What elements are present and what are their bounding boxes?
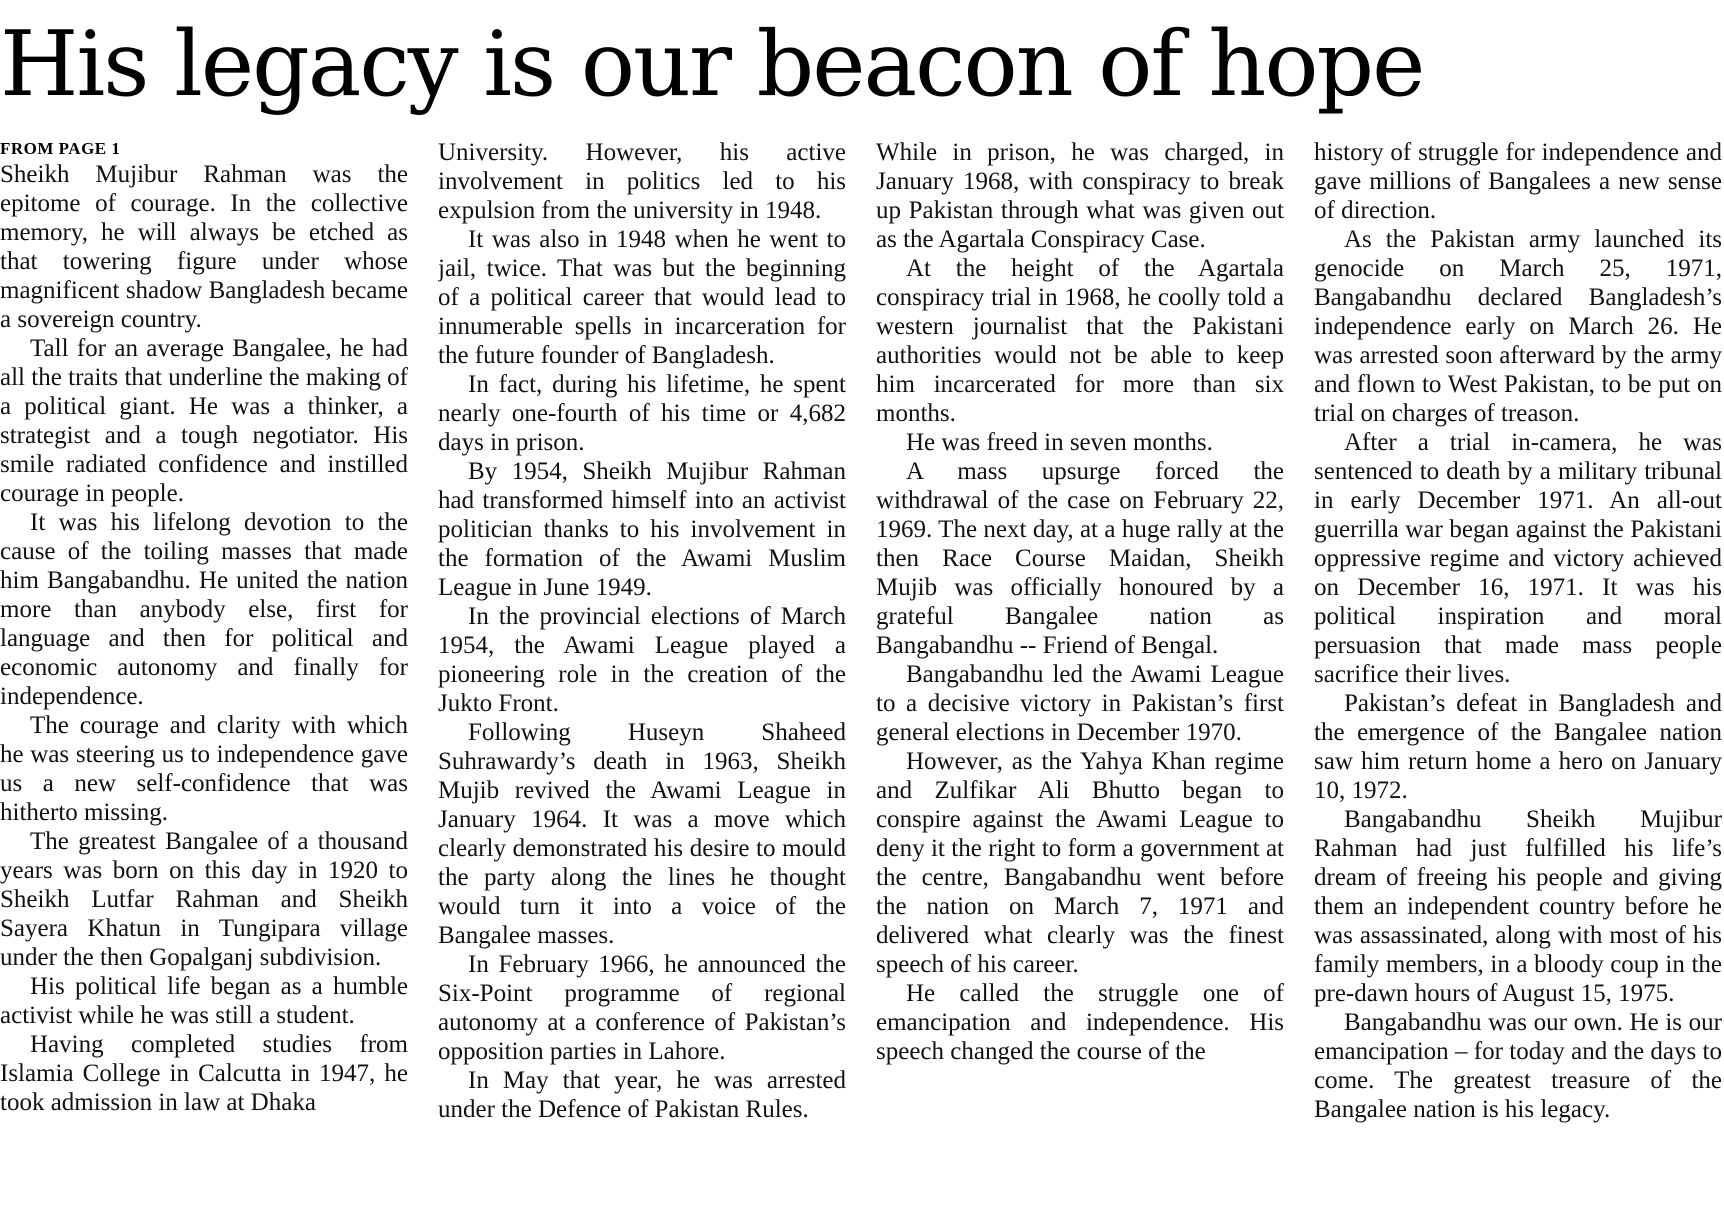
paragraph: As the Pakistan army launched its genocide on March 25, 1971, Bangabandhu declared Bangladesh’s independence early on March 26. He was arrested soon afterward by the army and flown to West Pakistan, to be put on trial on charges of treason.: [1314, 226, 1722, 427]
article-body: [0, 138, 1724, 1202]
paragraph: The greatest Bangalee of a thousand years was born on this day in 1920 to Sheikh Lutfar Rahman and Sheikh Sayera Khatun in Tungipara village under the then Gopalganj subdivision.: [0, 828, 408, 971]
paragraph: Bangabandhu was our own. He is our emancipation – for today and the days to come. The greatest treasure of the Bangalee nation is his legacy.: [1314, 1009, 1722, 1123]
article-column-3: [876, 138, 1284, 1202]
paragraph: In February 1966, he announced the Six-Point programme of regional autonomy at a conference of Pakistan’s opposition parties in Lahore.: [438, 951, 846, 1065]
paragraph: Tall for an average Bangalee, he had all the traits that underline the making of a political giant. He was a thinker, a strategist and a tough negotiator. His smile radiated confidence and instilled courage in people.: [0, 335, 408, 507]
paragraph: He was freed in seven months.: [906, 429, 1213, 456]
paragraph: Pakistan’s defeat in Bangladesh and the emergence of the Bangalee nation saw him return home a hero on January 10, 1972.: [1314, 690, 1722, 804]
paragraph: The courage and clarity with which he was steering us to independence gave us a new self-confidence that was hitherto missing.: [0, 712, 408, 826]
paragraph: Bangabandhu Sheikh Mujibur Rahman had just fulfilled his life’s dream of freeing his people and giving them an independent country before he was assassinated, along with most of his family members, in a bloody coup in the pre-dawn hours of August 15, 1975.: [1314, 806, 1722, 1007]
paragraph: By 1954, Sheikh Mujibur Rahman had transformed himself into an activist politician thanks to his involvement in the formation of the Awami Muslim League in June 1949.: [438, 458, 846, 601]
article-column-1: [0, 138, 408, 1202]
paragraph: His political life began as a humble activist while he was still a student.: [0, 973, 408, 1029]
paragraph: In May that year, he was arrested under the Defence of Pakistan Rules.: [438, 1067, 846, 1123]
paragraph: It was also in 1948 when he went to jail, twice. That was but the beginning of a political career that would lead to innumerable spells in incarceration for the future founder of Bangladesh.: [438, 226, 846, 369]
paragraph: After a trial in-camera, he was sentenced to death by a military tribunal in early December 1971. An all-out guerrilla war began against the Pakistani oppressive regime and victory achieved on December 16, 1971. It was his political inspiration and moral persuasion that made mass people sacrifice their lives.: [1314, 429, 1722, 688]
paragraph: At the height of the Agartala conspiracy trial in 1968, he coolly told a western journalist that the Pakistani authorities would not be able to keep him incarcerated for more than six months.: [876, 255, 1284, 427]
paragraph: University. However, his active involvement in politics led to his expulsion from the university in 1948.: [438, 139, 846, 224]
paragraph: He called the struggle one of emancipation and independence. His speech changed the course of the: [876, 980, 1284, 1065]
paragraph: In fact, during his lifetime, he spent nearly one-fourth of his time or 4,682 days in prison.: [438, 371, 846, 456]
paragraph: history of struggle for independence and gave millions of Bangalees a new sense of direction.: [1314, 139, 1722, 224]
paragraph: Bangabandhu led the Awami League to a decisive victory in Pakistan’s first general elections in December 1970.: [876, 661, 1284, 746]
jump-label: FROM PAGE 1: [0, 139, 121, 158]
paragraph: While in prison, he was charged, in January 1968, with conspiracy to break up Pakistan through what was given out as the Agartala Conspiracy Case.: [876, 139, 1284, 253]
paragraph: It was his lifelong devotion to the cause of the toiling masses that made him Bangabandhu. He united the nation more than anybody else, first for language and then for political and economic autonomy and finally for independence.: [0, 509, 408, 710]
article-column-4: [1314, 138, 1722, 1202]
paragraph: Sheikh Mujibur Rahman was the epitome of courage. In the collective memory, he will always be etched as that towering figure under whose magnificent shadow Bangladesh became a sovereign country.: [0, 161, 408, 333]
article-column-2: [438, 138, 846, 1202]
paragraph: A mass upsurge forced the withdrawal of the case on February 22, 1969. The next day, at a huge rally at the then Race Course Maidan, Sheikh Mujib was officially honoured by a grateful Bangalee nation as Bangabandhu -- Friend of Bengal.: [876, 458, 1284, 659]
paragraph: Following Huseyn Shaheed Suhrawardy’s death in 1963, Sheikh Mujib revived the Awami League in January 1964. It was a move which clearly demonstrated his desire to mould the party along the lines he thought would turn it into a voice of the Bangalee masses.: [438, 719, 846, 949]
article-headline: His legacy is our beacon of hope: [0, 12, 1424, 117]
paragraph: However, as the Yahya Khan regime and Zulfikar Ali Bhutto began to conspire against the Awami League to deny it the right to form a government at the centre, Bangabandhu went before the nation on March 7, 1971 and delivered what clearly was the finest speech of his career.: [876, 748, 1284, 978]
paragraph: Having completed studies from Islamia College in Calcutta in 1947, he took admission in law at Dhaka: [0, 1031, 408, 1116]
paragraph: In the provincial elections of March 1954, the Awami League played a pioneering role in the creation of the Jukto Front.: [438, 603, 846, 717]
